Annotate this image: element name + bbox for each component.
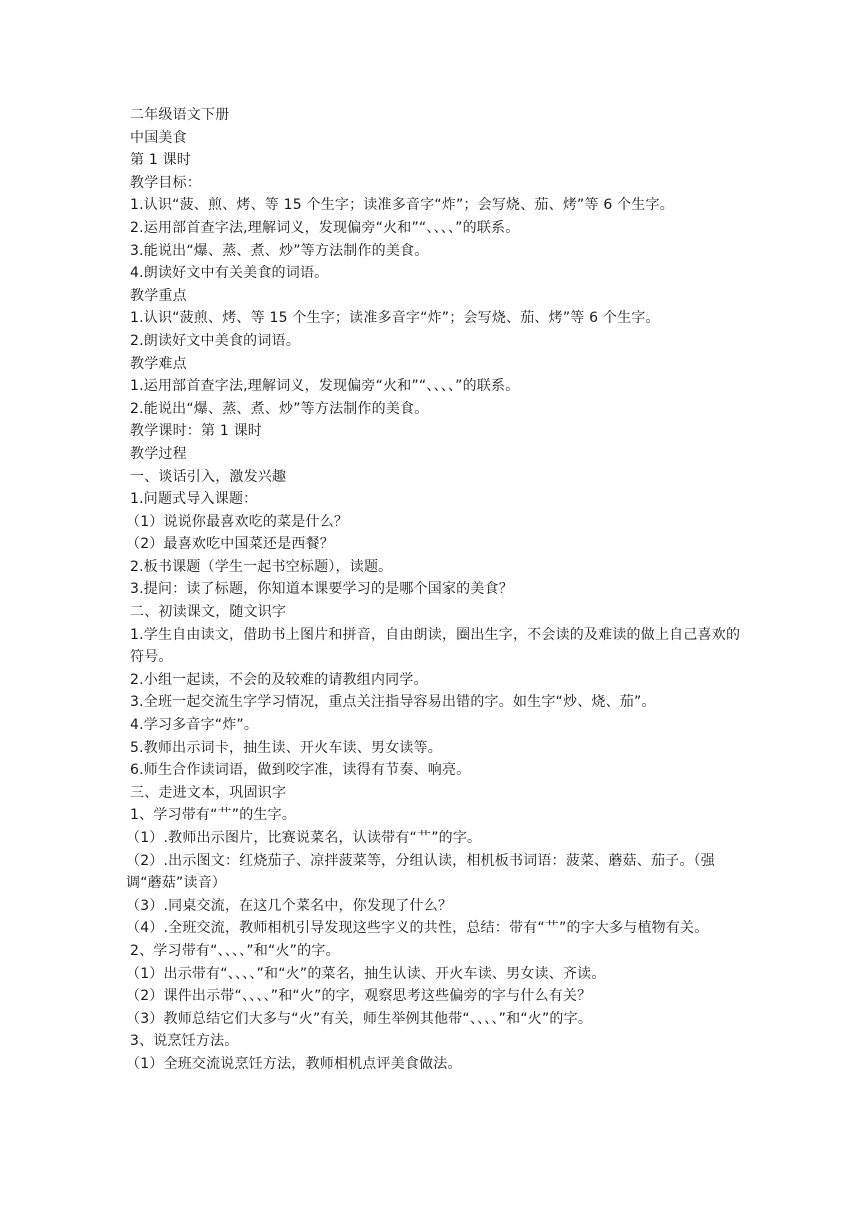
process-item: 2.小组一起读，不会的及较难的请教组内同学。 [130,671,428,688]
section-heading-process: 教学过程 [130,445,187,462]
process-item: 1、学习带有“艹”的生字。 [130,807,297,824]
section-heading-key-points: 教学重点 [130,287,187,304]
goal-item: 1.认识“菠、煎、烤、等 15 个生字；读准多音字“炸”；会写烧、茄、烤”等 6 个生字。 [130,197,674,214]
process-item: 5.教师出示词卡，抽生读、开火车读、男女读等。 [130,739,442,756]
process-subitem: （2）.出示图文：红烧茄子、凉拌菠菜等，分组认读，相机板书词语：菠菜、蘑菇、茄子。（强调“蘑菇”读音） [126,852,715,892]
goal-item: 3.能说出“爆、蒸、煮、炒”等方法制作的美食。 [130,242,429,259]
process-item: 2.板书课题（学生一起书空标题），读题。 [130,558,393,575]
process-step-heading: 三、走进文本，巩固识字 [130,784,287,801]
process-subitem: （1）全班交流说烹饪方法，教师相机点评美食做法。 [126,1055,462,1072]
process-item: 6.师生合作读词语，做到咬字准，读得有节奏、响亮。 [130,762,471,779]
class-period: 第 1 课时 [130,152,192,169]
process-subitem: （4）.全班交流，教师相机引导发现这些字义的共性，总结：带有“艹”的字大多与植物有关。 [126,920,709,937]
process-item: 2、学习带有“、、、、”和“火”的字。 [130,942,340,959]
goal-item: 4.朗读好文中有关美食的词语。 [130,265,329,282]
process-item: 3.提问：读了标题，你知道本课要学习的是哪个国家的美食？ [130,581,513,598]
process-step-heading: 一、谈话引入，激发兴趣 [130,468,287,485]
process-subitem: （2）最喜欢吃中国菜还是西餐？ [126,536,334,553]
process-subitem: （2）课件出示带“、、、、”和“火”的字，观察思考这些偏旁的字与什么有关？ [126,988,592,1005]
process-item: 3.全班一起交流生字学习情况，重点关注指导容易出错的字。如生字“炒、烧、茄”。 [130,694,656,711]
lesson-title: 中国美食 [130,129,187,146]
document-body [126,104,742,1076]
process-subitem: （3）教师总结它们大多与“火”有关，师生举例其他带“、、、、”和“火”的字。 [126,1010,593,1027]
goal-item: 2.运用部首查字法,理解词义，发现偏旁“火和”“、、、、”的联系。 [130,219,520,236]
section-heading-goals: 教学目标： [130,174,201,191]
process-subitem: （3）.同桌交流，在这几个菜名中，你发现了什么？ [126,897,453,914]
process-subitem: （1）说说你最喜欢吃的菜是什么？ [126,513,349,530]
process-subitem: （1）.教师出示图片，比赛说菜名，认读带有“艹”的字。 [126,830,482,846]
process-item: 1.问题式导入课题： [130,491,258,508]
teaching-hours: 教学课时：第 1 课时 [130,423,263,440]
process-item: 3、说烹饪方法。 [130,1033,239,1050]
process-subitem: （1）出示带有“、、、、”和“火”的菜名，抽生认读、开火车读、男女读、齐读。 [126,965,606,982]
grade-title: 二年级语文下册 [130,107,230,123]
section-heading-difficulties: 教学难点 [130,355,187,372]
process-item: 1.学生自由读文，借助书上图片和拼音，自由朗读，圈出生字，不会读的及难读的做上自己喜欢的符号。 [130,626,741,666]
key-point-item: 1.认识“菠煎、烤、等 15 个生字；读准多音字“炸”；会写烧、茄、烤”等 6 个生字。 [130,310,660,327]
process-item: 4.学习多音字“炸”。 [130,717,259,734]
key-point-item: 2.朗读好文中美食的词语。 [130,332,300,349]
difficulty-item: 1.运用部首查字法,理解词义，发现偏旁“火和”“、、、、”的联系。 [130,378,520,395]
process-step-heading: 二、初读课文，随文识字 [130,604,287,621]
difficulty-item: 2.能说出“爆、蒸、煮、炒”等方法制作的美食。 [130,400,429,417]
